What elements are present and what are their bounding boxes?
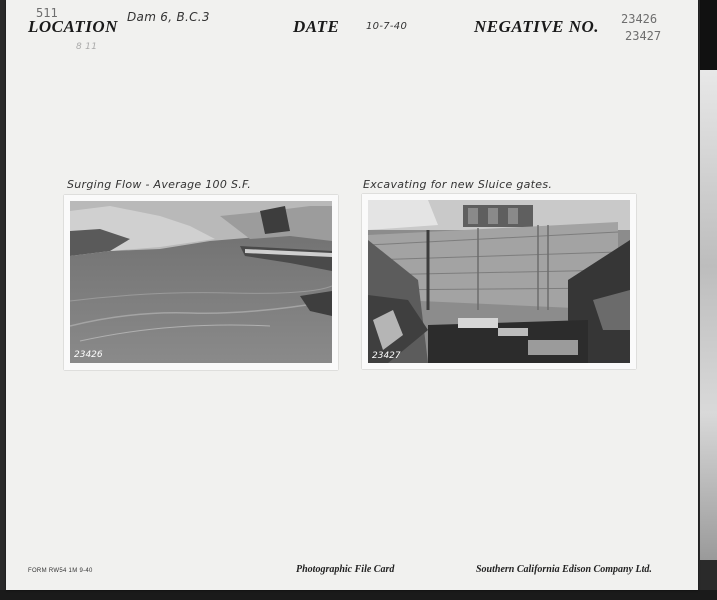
- photo-number-2: 23427: [372, 351, 401, 361]
- date-label: DATE: [293, 17, 340, 36]
- photo-caption-2: Excavating for new Sluice gates.: [363, 178, 553, 191]
- scan-edge-strip: [700, 70, 717, 560]
- company-name: Southern California Edison Company Ltd.: [476, 564, 652, 575]
- scan-edge-bottom: [0, 590, 717, 600]
- negative-label: NEGATIVE NO.: [474, 17, 600, 36]
- photo-sluice-excavation: [368, 200, 630, 363]
- location-stamp: 511: [36, 6, 58, 20]
- card-title: Photographic File Card: [296, 564, 395, 575]
- photo-mount-1: [64, 195, 338, 370]
- negative-number-2: 23427: [625, 29, 662, 43]
- scan-edge-dark: [700, 0, 717, 70]
- photo-mount-2: [362, 194, 636, 369]
- form-number: FORM RW54 1M 9-40: [28, 568, 93, 574]
- date-value: 10-7-40: [366, 21, 408, 32]
- photo-surging-flow: [70, 201, 332, 363]
- photo-number-1: 23426: [74, 350, 103, 360]
- negative-number-1: 23426: [621, 12, 658, 26]
- location-note: 8 11: [76, 42, 98, 52]
- location-value: Dam 6, B.C.3: [127, 10, 210, 24]
- surging-flow-image: [70, 201, 332, 363]
- photo-caption-1: Surging Flow - Average 100 S.F.: [67, 178, 252, 191]
- sluice-excavation-image: [368, 200, 630, 363]
- location-label: LOCATION: [28, 17, 118, 36]
- file-card: [6, 0, 698, 590]
